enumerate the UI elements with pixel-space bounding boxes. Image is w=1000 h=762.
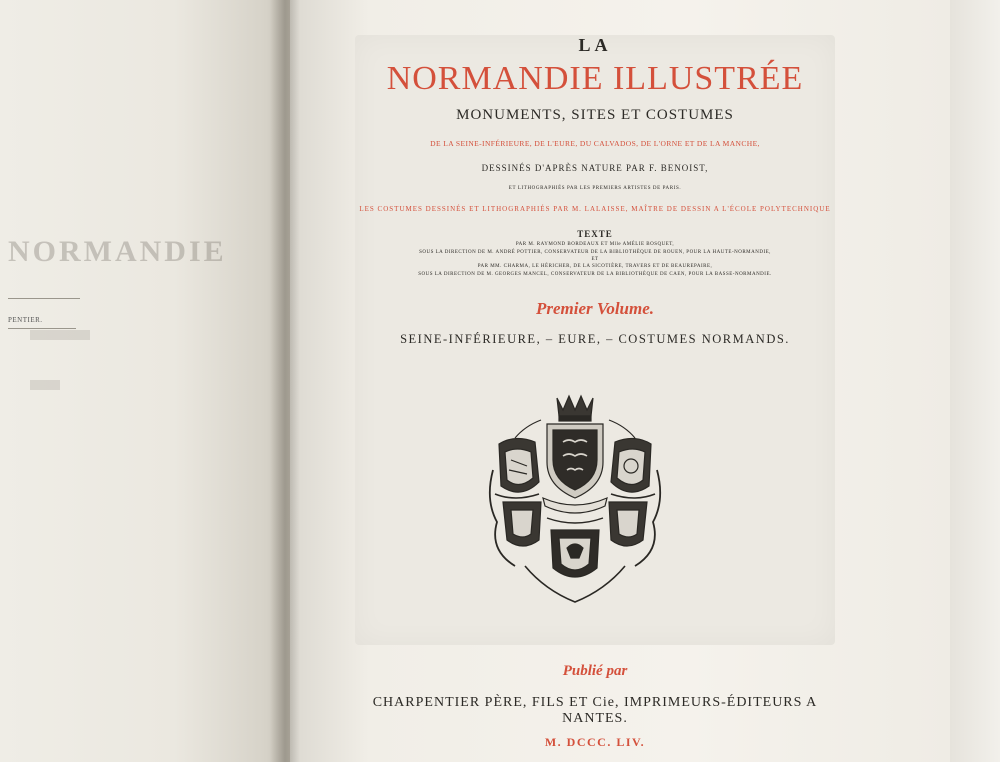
direction-line-2: SOUS LA DIRECTION DE M. GEORGES MANCEL, CONSERVATEUR DE LA BIBLIOTHÈQUE DE CAEN, POUR LA BASSE-NORMANDIE. xyxy=(418,272,772,277)
coat-of-arms-illustration xyxy=(485,390,665,605)
subtitle: MONUMENTS, SITES ET COSTUMES xyxy=(456,107,734,123)
ghost-title-bleed: NORMANDIE xyxy=(8,235,227,268)
title-article: LA xyxy=(578,35,612,55)
book-spine-shadow xyxy=(270,0,300,762)
publisher-line: CHARPENTIER PÈRE, FILS ET Cie, IMPRIMEURS-ÉDITEURS A NANTES. xyxy=(372,695,818,726)
published-by-label: Publié par xyxy=(562,663,628,679)
lithographed-line: ET LITHOGRAPHIÉS PAR LES PREMIERS ARTISTES DE PARIS. xyxy=(508,186,682,191)
regions-line: SEINE-INFÉRIEURE, – EURE, – COSTUMES NORMANDS. xyxy=(400,332,790,346)
left-author-fragment: PENTIER. xyxy=(8,316,43,324)
departments-line: DE LA SEINE-INFÉRIEURE, DE L'EURE, DU CALVADOS, DE L'ORNE ET DE LA MANCHE, xyxy=(430,139,760,148)
left-rule-bottom xyxy=(8,328,76,329)
left-rule-top xyxy=(8,298,80,299)
direction-line-1: SOUS LA DIRECTION DE M. ANDRÉ POTTIER, CONSERVATEUR DE LA BIBLIOTHÈQUE DE ROUEN, POUR LA HAUTE-NORMANDIE, xyxy=(419,250,771,255)
left-page xyxy=(0,0,290,762)
drawn-by-line: DESSINÉS D'APRÈS NATURE PAR F. BENOIST, xyxy=(481,163,709,173)
authors-line-1: PAR M. RAYMOND BORDEAUX ET Mlle AMÉLIE BOSQUET, xyxy=(515,242,675,247)
publication-date: M. DCCC. LIV. xyxy=(544,735,646,749)
ghost-line xyxy=(30,330,90,340)
ghost-line-small xyxy=(30,380,60,390)
page-edge xyxy=(950,0,1000,762)
texte-heading: TEXTE xyxy=(577,229,613,239)
volume-label: Premier Volume. xyxy=(535,299,655,318)
conjunction-et: ET xyxy=(591,257,599,262)
costumes-line: LES COSTUMES DESSINÉS ET LITHOGRAPHIÉS PAR M. LALAISSE, MAÎTRE DE DESSIN A L'ÉCOLE POLYTECHNIQUE xyxy=(359,205,831,213)
authors-line-2: PAR MM. CHARMA, LE HÉRICHER, DE LA SICOTIÈRE, TRAVERS ET DE BEAUREPAIRE, xyxy=(477,264,713,269)
main-title: NORMANDIE ILLUSTRÉE xyxy=(386,60,804,97)
